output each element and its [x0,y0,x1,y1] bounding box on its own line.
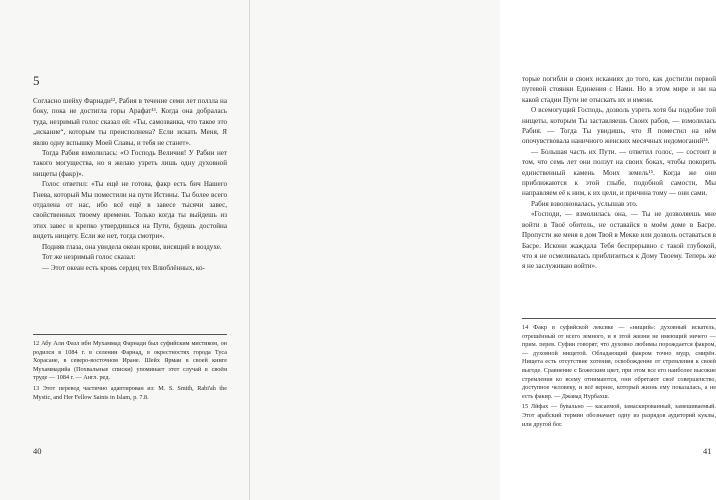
paragraph: — Этот океан есть кровь сердец тех Влюблённых, ко- [42,263,205,272]
paragraph: Подняв глаза, она увидела океан крови, висящий в воздухе. [42,242,222,251]
footnote: 15 Лйфах — бувально — касаемой, замаскированный, замешиваемый. Этот арабский термин обозначает одну из разрядов аудиторий куклы, или другой бог. [522,403,716,428]
page-number-right: 41 [703,446,712,456]
right-body-text [522,74,716,272]
footnote: 12 Абу Али Фазл ибн Мухаммад Фарнади был суфийским мистиком, он родился в 1084 г. в селении Фарнад, в окрестностях города Туса Хорасане, в северо-восточном Иране. Шейх Ярмаи в своей книге Мухаммадийа (Похвальные списки) упоминает этот случай в своём труде — 1084 г. — Англ. ред. [33,340,227,382]
chapter-number: 5 [33,73,40,88]
paragraph: Голос ответил: «Ты ещё не готова, факр есть бич Нашего Гнева, который Мы поместили на пути Истины. Ты более всего отдалена от нас, ибо всё ещё в завесе тысячи завес, свойственных твоему времени. Только когда ты выйдешь из этих завес и крепко утвердишься на Пути, будешь достойна видеть нищету. Если же нет, тогда смотри». [33,180,227,241]
paragraph: «Господи, — взмолилась она, — Ты не дозволяешь мне войти в Твоё обитель, не оставайся в моём доме в Басре. Пропусти же меня в дом Твой в Мекке или дозволь оставаться в Басре. Искони жаждала Тебя беспрерывно с такой глубокой, что я не осмеливалась приблизиться к Дому Твоему. Теперь же я не заслуживаю войти». [522,210,716,271]
right-footnotes [522,324,716,431]
paragraph: Тот же незримый голос сказал: [42,253,136,262]
paragraph: — Большая часть их Пути. — ответил голос, — состоит в том, что семь лет они ползут на своих боках, чтобы покорить единственный камень Моих земель¹⁵. Когда же они приближаются к этой глыбе, подобной самости, Мы направляем её к ним, к их цели, и причина тому — они сами. [522,147,716,198]
footnote: 14 Факр в суфийской лексике — «нищий»: духовный искатель, отрешённый от всего земного, и в этой жизни не имеющий ничего — прим. перев. Суфии говорят, что духовно любимы порождается факром, — духовной нищетой. Обладающий факром точно мудр, смирён. Нищета есть отсутствие хотения, освобождение от стремления к своей выгоде. Сравнение с Божеским цвет, при этом все его наиболее высокие стремления ко всему отнимаются, они обретают своё совершенство, доступное человеку, и всё вернее, который жизнь ему показалась, а не есть факир. — Джавад Нурбахш. [522,324,716,400]
left-footnotes [33,340,227,404]
paragraph: О всемогущий Господь, дозволь узреть хотя бы подобие той нищеты, которым Ты заставляешь Своих рабов, — взмолилась Рабия. — Тогда Ты увидишь, что Я поместил на нём опочувствовала наничного женских месячных недомоганий¹⁴. [522,106,716,146]
footnote-rule [522,318,716,319]
footnote: 13 Этот перевод частично адаптирован из: M. S. Smith, Rabi'ah the Mystic, and Her Fellow Saints in Islam, p. 7.8. [33,384,227,401]
page-number-left: 40 [33,446,42,456]
footnote-rule [33,334,227,335]
left-page [0,0,250,500]
paragraph: торые погибли в своих исканиях до того, как достигли первой путевой стоянки Единения с Нами. Но в этом мире и ни на какой стадии Пути не отыскать их и имени. [522,75,716,104]
left-body-text [33,96,227,273]
paragraph: Согласно шейху Фарнади¹², Рабия в течение семи лет ползла на боку, пока не достигла горы Арафат¹³. Когда она добралась туда, незримый голос сказал ей: «Ты, самозванка, что такое это „искание“, которым ты преисполнена? Если искать Меня, Я явлю одну вспышку Моей Славы, и тебя не станет». [33,97,227,147]
paragraph: Тогда Рабия взмолилась: «О Господь Величия! У Рабии нет такого могущества, но я желаю узреть лишь одну духовной нищеты (факр)». [33,149,227,178]
paragraph: Рабия взволновалась, услышав это. [531,199,638,208]
right-page [250,0,716,500]
